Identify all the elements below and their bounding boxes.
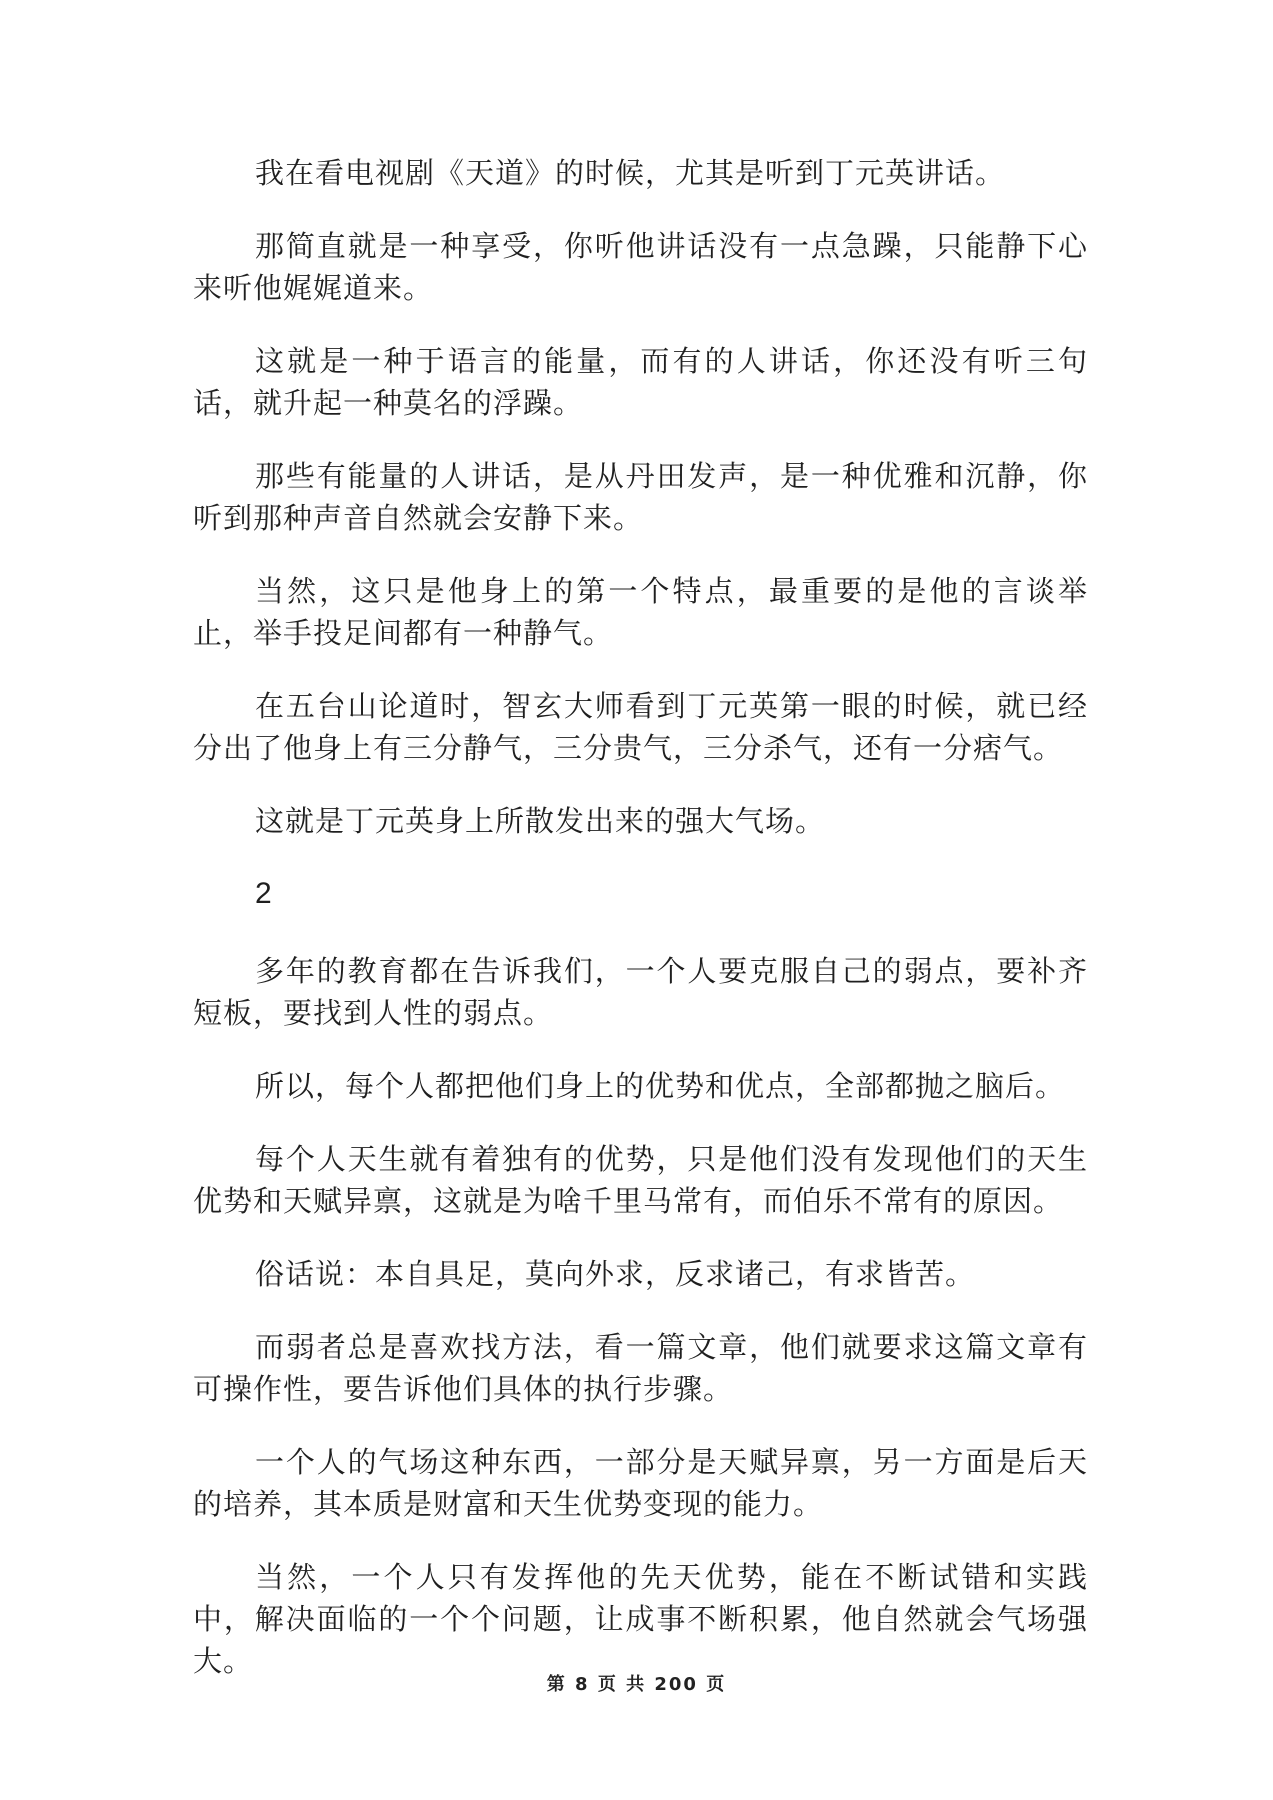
paragraph: 一个人的气场这种东西，一部分是天赋异禀，另一方面是后天的培养，其本质是财富和天生优势变现的能力。 <box>193 1445 1088 1521</box>
paragraph: 这就是一种于语言的能量，而有的人讲话，你还没有听三句话，就升起一种莫名的浮躁。 <box>193 344 1088 420</box>
document-body <box>193 152 1088 1713</box>
paragraph: 这就是丁元英身上所散发出来的强大气场。 <box>255 804 826 838</box>
paragraph: 我在看电视剧《天道》的时候，尤其是听到丁元英讲话。 <box>255 156 1006 190</box>
page-number-footer: 第 8 页 共 200 页 <box>546 1674 727 1695</box>
paragraph: 俗话说：本自具足，莫向外求，反求诸己，有求皆苦。 <box>255 1257 976 1291</box>
paragraph: 那些有能量的人讲话，是从丹田发声，是一种优雅和沉静，你听到那种声音自然就会安静下来。 <box>193 459 1088 535</box>
paragraph: 当然，这只是他身上的第一个特点，最重要的是他的言谈举止，举手投足间都有一种静气。 <box>193 574 1088 650</box>
paragraph: 当然，一个人只有发挥他的先天优势，能在不断试错和实践中，解决面临的一个个问题，让成事不断积累，他自然就会气场强大。 <box>193 1560 1088 1678</box>
paragraph: 在五台山论道时，智玄大师看到丁元英第一眼的时候，就已经分出了他身上有三分静气，三分贵气，三分杀气，还有一分痞气。 <box>193 689 1088 765</box>
paragraph: 而弱者总是喜欢找方法，看一篇文章，他们就要求这篇文章有可操作性，要告诉他们具体的执行步骤。 <box>193 1330 1088 1406</box>
paragraph: 每个人天生就有着独有的优势，只是他们没有发现他们的天生优势和天赋异禀，这就是为啥千里马常有，而伯乐不常有的原因。 <box>193 1142 1088 1218</box>
paragraph: 那简直就是一种享受，你听他讲话没有一点急躁，只能静下心来听他娓娓道来。 <box>193 229 1088 305</box>
paragraph: 所以，每个人都把他们身上的优势和优点，全部都抛之脑后。 <box>255 1069 1066 1103</box>
paragraph: 多年的教育都在告诉我们，一个人要克服自己的弱点，要补齐短板，要找到人性的弱点。 <box>193 954 1088 1030</box>
section-number: 2 <box>255 877 272 910</box>
